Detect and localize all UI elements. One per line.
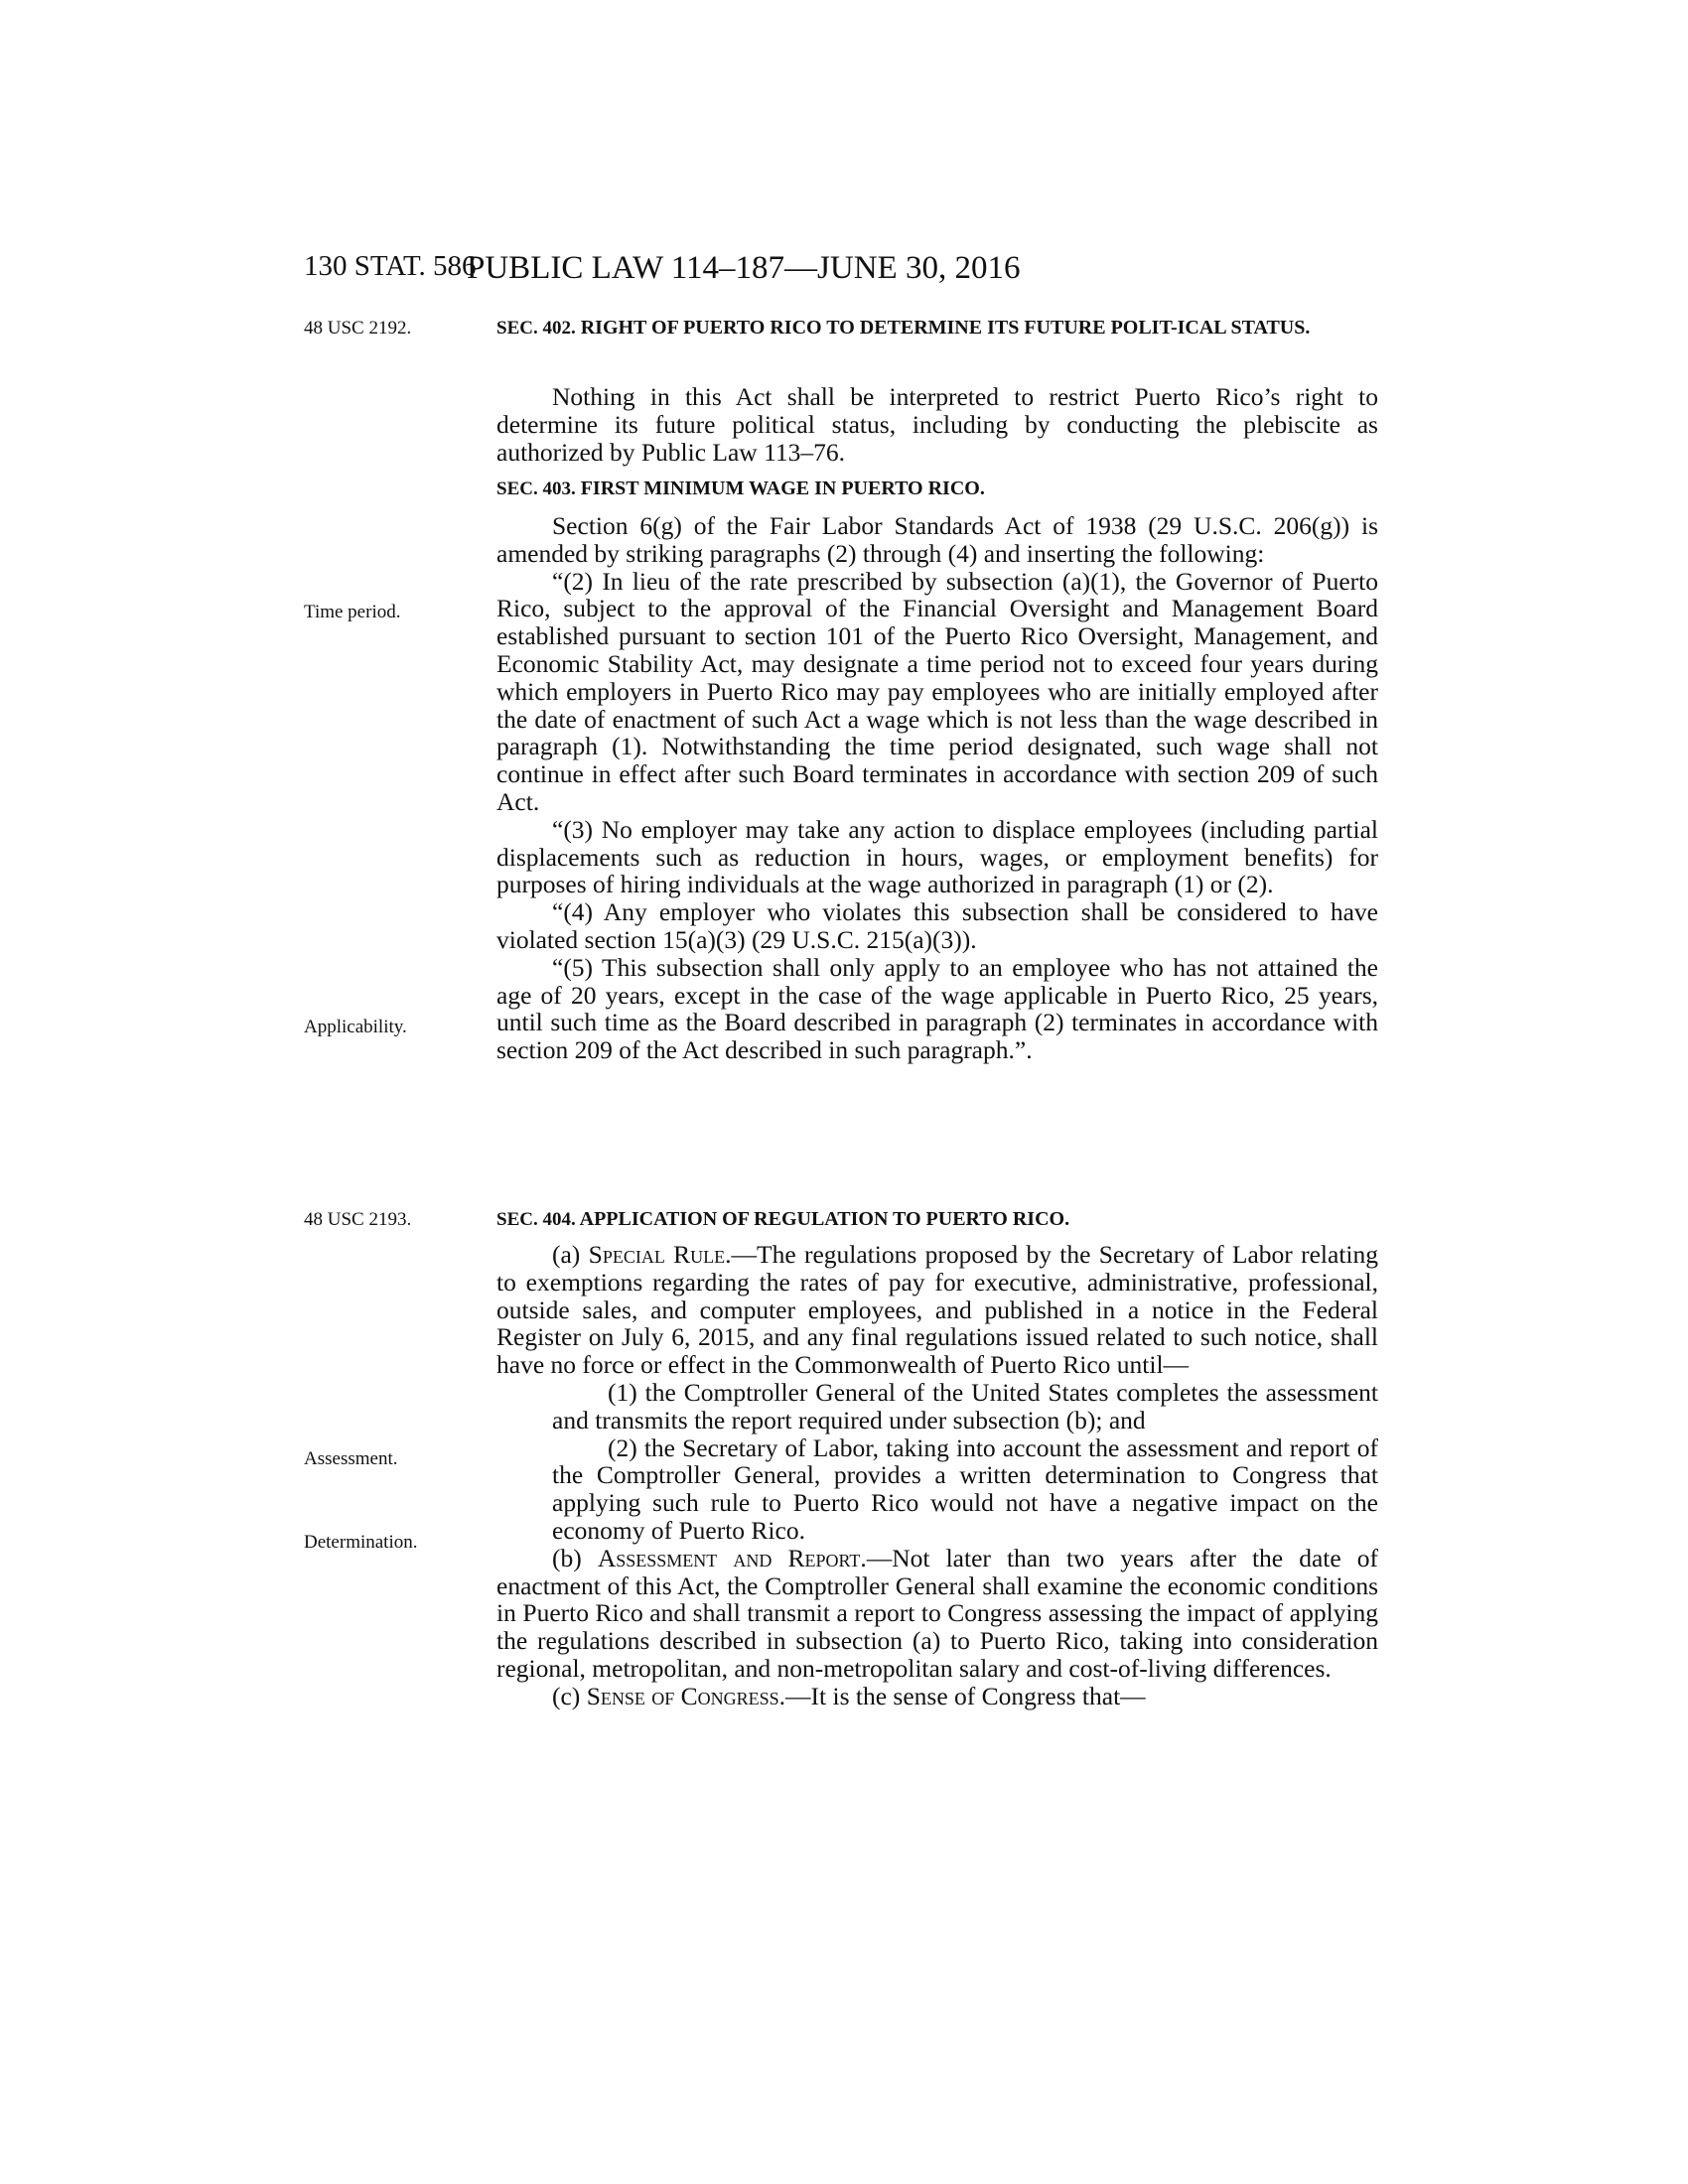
subsection-b-heading: Assessment and Report <box>597 1543 861 1572</box>
margin-note-time-period: Time period. <box>304 602 401 622</box>
section-403-number: SEC. 403. <box>496 478 576 499</box>
section-404 <box>496 1207 1378 1232</box>
section-403 <box>496 477 1378 501</box>
subsection-a <box>496 1241 1378 1379</box>
margin-note-usc-2192: 48 USC 2192. <box>304 318 412 339</box>
section-403-body <box>496 512 1378 1064</box>
subsection-a-heading: Special Rule <box>588 1240 726 1269</box>
subsection-c <box>496 1683 1378 1710</box>
section-402 <box>496 316 1378 341</box>
section-402-title: RIGHT OF PUERTO RICO TO DETERMINE ITS FUTURE POLIT-ICAL STATUS. <box>580 317 1311 339</box>
margin-note-usc-2193: 48 USC 2193. <box>304 1209 412 1230</box>
section-404-body <box>496 1241 1378 1710</box>
margin-note-applicability: Applicability. <box>304 1017 407 1037</box>
subsection-b-label: (b) <box>552 1543 598 1572</box>
subsection-b-text: .—Not later than two years after the date of enactment of this Act, the Comptroller General shall examine the economic conditions in Puerto Rico and shall transmit a report to Congress assessing the impact of applying the regulations described in subsection (a) to Puerto Rico, taking into consideration regional, metropolitan, and non-metropolitan salary and cost-of-living differences. <box>496 1543 1378 1683</box>
page-reference: 130 STAT. 586 <box>304 250 477 282</box>
section-403-heading <box>496 477 1378 501</box>
section-402-text: Nothing in this Act shall be interpreted to restrict Puerto Rico’s right to determine its future political status, including by conducting the plebiscite as authorized by Public Law 113–76. <box>496 382 1378 467</box>
section-403-paragraph-5: “(5) This subsection shall only apply to an employee who has not attained the age of 20 years, except in the case of the wage applicable in Puerto Rico, 25 years, until such time as the Board described in paragraph (2) terminates in accordance with section 209 of the Act described in such paragraph.”. <box>496 952 1378 1065</box>
section-403-title: FIRST MINIMUM WAGE IN PUERTO RICO. <box>580 478 985 499</box>
section-403-paragraph-3: “(3) No employer may take any action to displace employees (including partial displacements such as reduction in hours, wages, or employment benefits) for purposes of hiring individuals at the wage authorized in paragraph (1) or (2). <box>496 814 1378 899</box>
subsection-c-heading: Sense of Congress <box>586 1681 779 1710</box>
section-404-heading <box>496 1207 1378 1232</box>
section-402-body <box>496 383 1378 466</box>
section-404-number: SEC. 404. <box>496 1209 576 1230</box>
subsection-b <box>496 1545 1378 1683</box>
section-403-intro: Section 6(g) of the Fair Labor Standards Act of 1938 (29 U.S.C. 206(g)) is amended by striking paragraphs (2) through (4) and inserting the following: <box>496 511 1378 568</box>
margin-note-determination: Determination. <box>304 1532 418 1553</box>
subsection-c-text: .—It is the sense of Congress that— <box>778 1681 1146 1710</box>
subsection-a-text: .—The regulations proposed by the Secretary of Labor relating to exemptions regarding the rates of pay for executive, administrative, professional, outside sales, and computer employees, and published in a notice in the Federal Register on July 6, 2015, and any final regulations issued related to such notice, shall have no force or effect in the Commonwealth of Puerto Rico until— <box>496 1240 1379 1380</box>
section-402-number: SEC. 402. <box>496 318 576 339</box>
subsection-a-item-2: (2) the Secretary of Labor, taking into account the assessment and report of the Comptroller General, provides a written determination to Congress that applying such rule to Puerto Rico would not have a negative impact on the economy of Puerto Rico. <box>552 1433 1378 1545</box>
running-title: PUBLIC LAW 114–187—JUNE 30, 2016 <box>467 250 1021 286</box>
section-403-paragraph-4: “(4) Any employer who violates this subsection shall be considered to have violated section 15(a)(3) (29 U.S.C. 215(a)(3)). <box>496 897 1378 954</box>
page-header <box>304 250 1378 290</box>
section-403-paragraph-2: “(2) In lieu of the rate prescribed by subsection (a)(1), the Governor of Puerto Rico, subject to the approval of the Financial Oversight and Management Board established pursuant to section 101 of the Puerto Rico Oversight, Management, and Economic Stability Act, may designate a time period not to exceed four years during which employers in Puerto Rico may pay employees who are initially employed after the date of enactment of such Act a wage which is not less than the wage described in paragraph (1). Notwithstanding the time period designated, such wage shall not continue in effect after such Board terminates in accordance with section 209 of such Act. <box>496 566 1378 816</box>
subsection-a-item-1: (1) the Comptroller General of the United States completes the assessment and transmits the report required under subsection (b); and <box>552 1377 1378 1434</box>
section-404-title: APPLICATION OF REGULATION TO PUERTO RICO. <box>579 1208 1070 1230</box>
section-402-heading <box>496 316 1378 341</box>
subsection-a-label: (a) <box>552 1240 589 1269</box>
margin-note-assessment: Assessment. <box>304 1448 398 1469</box>
subsection-c-label: (c) <box>552 1681 587 1710</box>
